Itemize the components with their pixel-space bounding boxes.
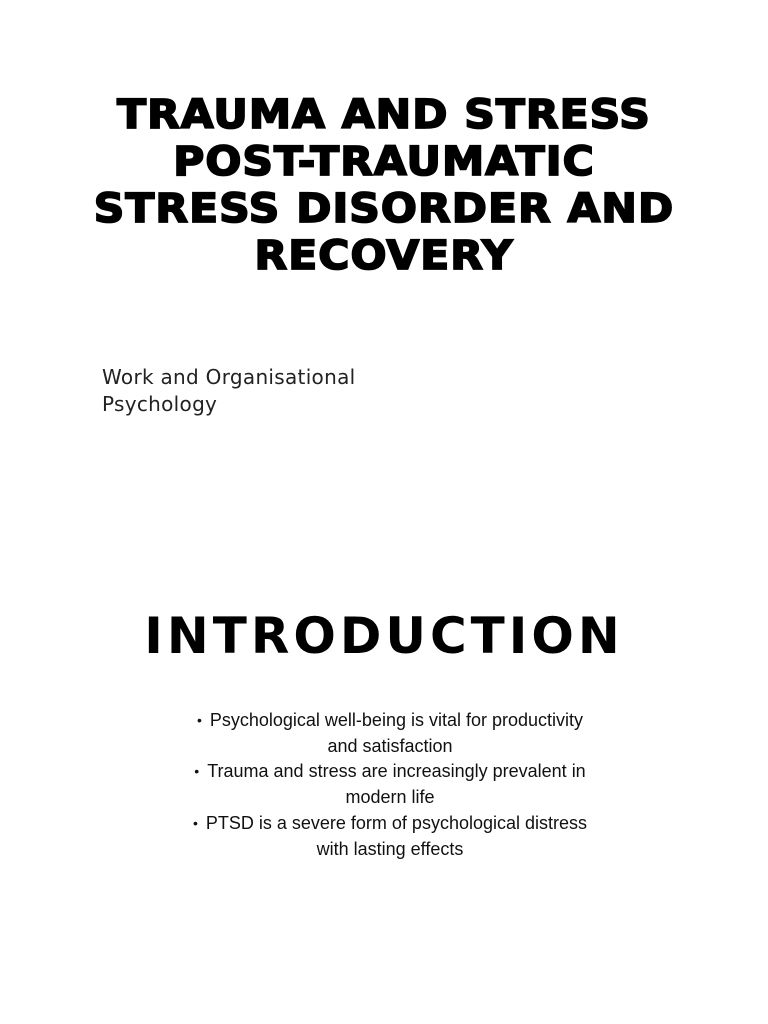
subtitle-line: Psychology <box>102 392 218 416</box>
bullet-text: Psychological well-being is vital for productivity <box>209 710 584 730</box>
bullet-text: modern life <box>345 787 435 808</box>
bullet-icon: • <box>192 814 198 831</box>
bullet-text: and satisfaction <box>327 735 453 756</box>
bullet-text: PTSD is a severe form of psychological distress <box>205 812 588 833</box>
list-item <box>160 708 620 759</box>
bullet-text: with lasting effects <box>316 838 464 859</box>
page-title <box>19 92 748 280</box>
introduction-bullet-list <box>160 708 620 862</box>
introduction-heading: INTRODUCTION <box>144 607 624 665</box>
title-line: TRAUMA AND STRESS <box>117 92 651 138</box>
subtitle <box>102 364 382 418</box>
list-item <box>160 759 620 810</box>
subtitle-line: Work and Organisational <box>102 365 356 389</box>
list-item <box>160 811 620 862</box>
bullet-icon: • <box>196 712 202 728</box>
bullet-icon: • <box>194 763 200 780</box>
title-line: POST-TRAUMATIC <box>173 139 595 185</box>
bullet-text: Trauma and stress are increasingly prevalent in <box>207 761 586 782</box>
title-line: RECOVERY <box>254 233 514 279</box>
title-line: STRESS DISORDER AND <box>93 186 675 232</box>
